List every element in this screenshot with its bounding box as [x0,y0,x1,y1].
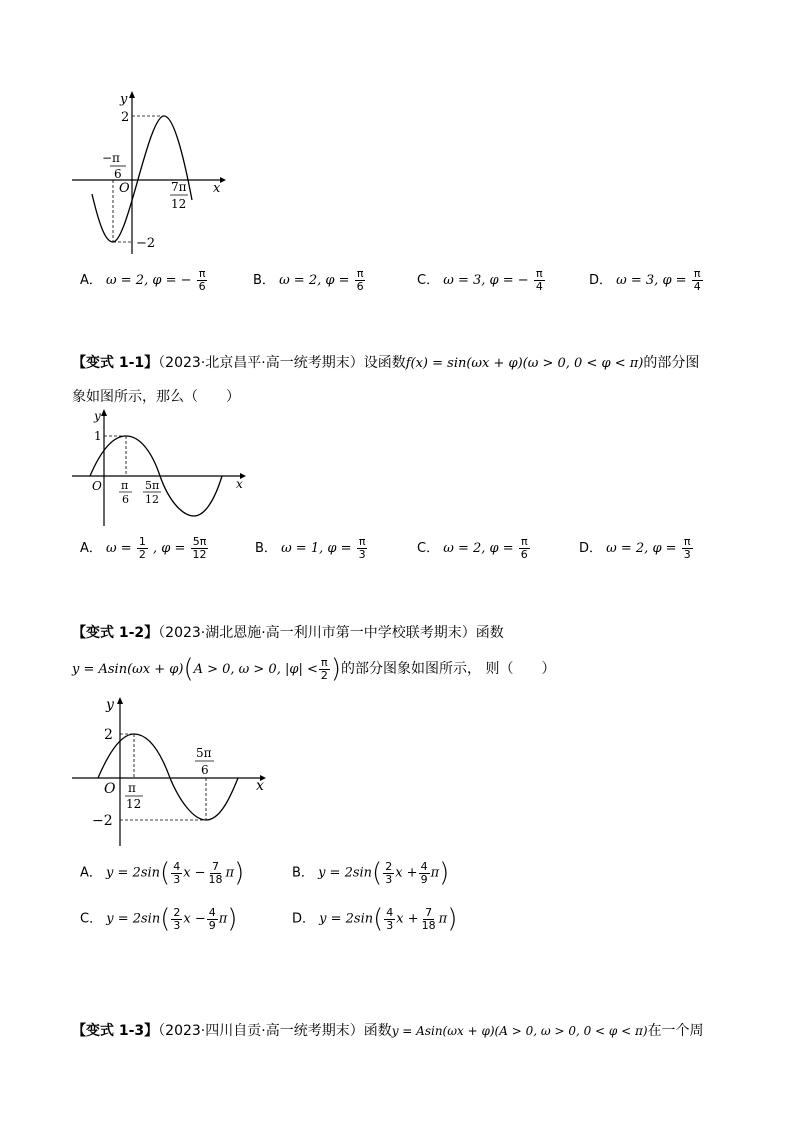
q1-tail: 的部分图 [643,355,700,371]
q2-option-d[interactable]: D． y = 2sin( $\frac{4}{3}$ x + $\frac{7}{18}$ π) [292,904,458,934]
q3-tail: 在一个周 [647,1023,704,1039]
q3-source: （2023·四川自贡·高一统考期末）函数 [158,1023,392,1039]
q2-question-line2: y = Asin(ωx + φ)(A > 0, ω > 0, |φ| < $\frac{\pi}{2}$ )的部分图象如图所示， 则（ ） [72,654,556,684]
q2-tick2-num: 5π [196,746,212,760]
q2-tick1-num: π [128,781,136,795]
q2-origin: O [104,781,116,797]
q2-tick1-den: 12 [126,797,142,811]
q1-option-a[interactable]: A． ω = $\frac{1}{2}$ , φ = $\frac{5\pi}{12}$ [80,535,207,561]
q0-right-den: 12 [171,197,187,211]
q2-source: （2023·湖北恩施·高一利川市第一中学校联考期末）函数 [158,625,504,641]
q3-func: y = Asin(ωx + φ)(A > 0, ω > 0, 0 < φ < π) [391,1024,648,1038]
q0-max-label: 2 [121,110,130,125]
q1-tick2-num: 5π [145,479,160,492]
q0-y-label: y [120,92,128,107]
q1-max-label: 1 [94,429,102,443]
q0-option-d[interactable]: D． ω = 3, φ = $\frac{\pi}{4}$ [589,267,701,293]
q0-option-c[interactable]: C． ω = 3, φ = − $\frac{\pi}{4}$ [417,267,543,293]
q1-y-label: y [94,409,101,423]
q2-graph [70,694,270,850]
q0-left-den: 6 [114,167,122,181]
q0-option-a[interactable]: A． ω = 2, φ = − $\frac{\pi}{6}$ [80,267,206,293]
q1-origin: O [92,479,102,493]
q0-left-num: −π [102,151,120,165]
q2-option-b[interactable]: B． y = 2sin( $\frac{2}{3}$ x + $\frac{4}{9}$ π) [292,858,450,888]
q1-graph [70,406,250,530]
q0-option-b[interactable]: B． ω = 2, φ = $\frac{\pi}{6}$ [253,267,364,293]
q1-question-line2: 象如图所示，那么（ ） [72,389,240,405]
q0-min-label: −2 [136,236,156,251]
q2-y-label: y [106,697,114,713]
q3-tag: 【变式 1-3】 [72,1023,159,1039]
q2-func: y = Asin(ωx + φ) [72,662,184,677]
q2-x-label: x [256,778,264,794]
q1-option-b[interactable]: B． ω = 1, φ = $\frac{\pi}{3}$ [255,535,366,561]
q1-tag: 【变式 1-1】 [72,355,159,371]
q1-source: （2023·北京昌平·高一统考期末）设函数 [158,355,406,371]
q1-tick1-den: 6 [122,493,129,506]
q1-option-c[interactable]: C． ω = 2, φ = $\frac{\pi}{6}$ [417,535,528,561]
q1-tick2-den: 12 [145,493,159,506]
q0-x-label: x [213,181,221,196]
q1-question-line1 [72,352,699,372]
q2-question-line1 [72,622,504,642]
q2-min-label: −2 [92,813,113,829]
q0-right-num: 7π [171,180,187,194]
q0-origin: O [119,181,130,196]
q0-graph [70,88,230,258]
q2-option-c[interactable]: C． y = 2sin( $\frac{2}{3}$ x − $\frac{4}{9}$ π) [80,904,238,934]
q2-tail: 的部分图象如图所示， 则（ ） [341,661,556,677]
q2-max-label: 2 [104,727,113,743]
q2-tick2-den: 6 [201,763,209,777]
q2-tag: 【变式 1-2】 [72,625,159,641]
q1-tick1-num: π [121,479,129,492]
q2-cond: A > 0, ω > 0, |φ| < [193,662,318,677]
q1-func: f(x) = sin(ωx + φ)(ω > 0, 0 < φ < π) [405,356,644,371]
q1-option-d[interactable]: D． ω = 2, φ = $\frac{\pi}{3}$ [579,535,691,561]
q2-option-a[interactable]: A． y = 2sin( $\frac{4}{3}$ x − $\frac{7}{18}$ π) [80,858,245,888]
q1-x-label: x [236,477,243,491]
q3-question-line1 [72,1020,704,1040]
